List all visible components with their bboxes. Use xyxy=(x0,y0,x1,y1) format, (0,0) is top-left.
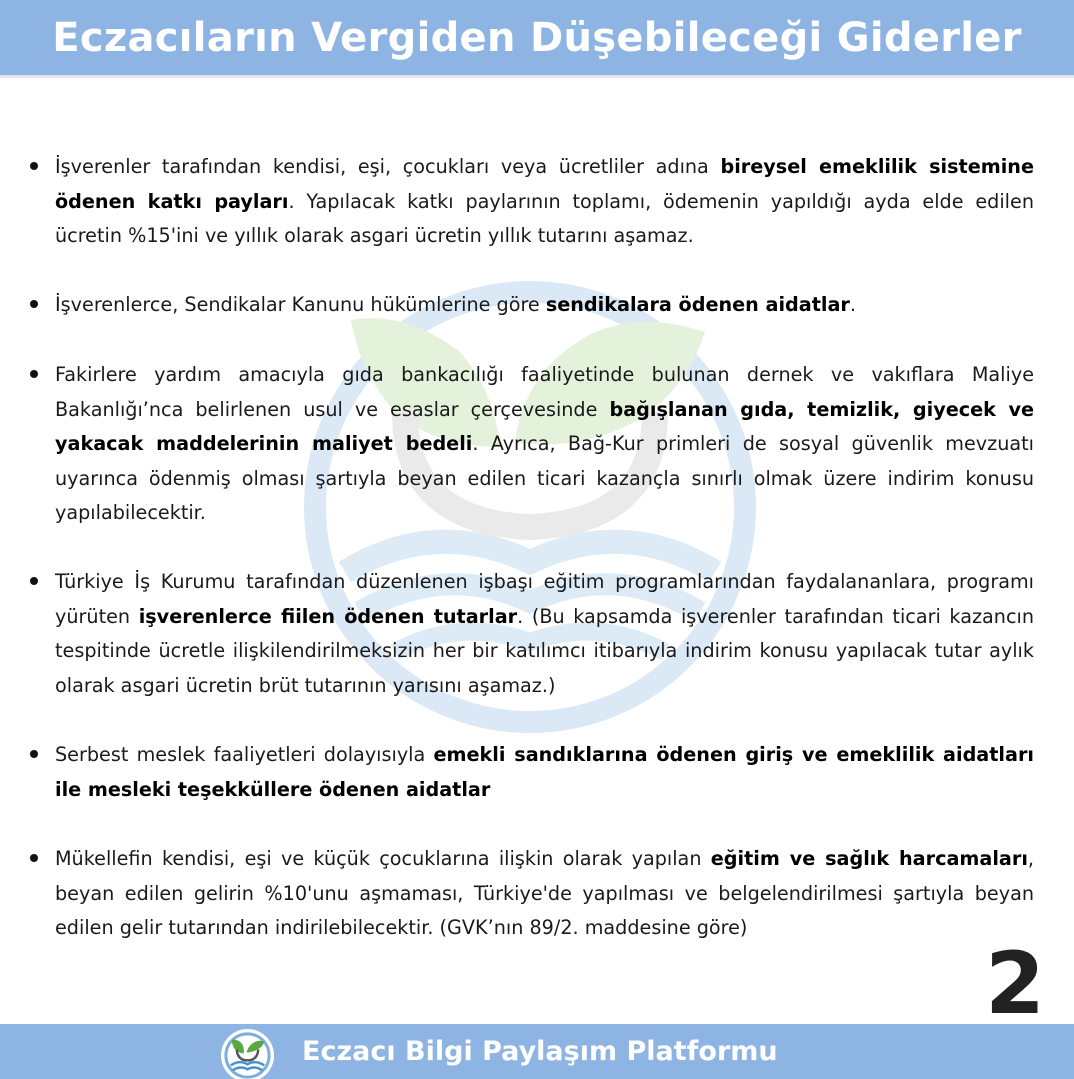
list-item-text: Türkiye İş Kurumu tarafından düzenlenen işbaşı eğitim programlarından faydalananlara, programı yürüten xyxy=(55,570,1034,628)
list-item-highlight: işverenlerce fiilen ödenen tutarlar xyxy=(138,604,518,628)
list-item-highlight: bireysel emeklilik sistemine ödenen katkı payları xyxy=(55,155,1034,213)
bullet-dot xyxy=(30,300,38,308)
list-item-text: . (Bu kapsamda işverenler tarafından ticari kazancın tespitinde ücretle ilişkilendirilmeksizin her bir katılımcı itibarıyla indirim konusu yapılacak tutar aylık olarak asgari ücretin brüt tutarının yarısını aşamaz.) xyxy=(55,604,1035,697)
bullet-dot xyxy=(30,854,38,862)
list-item-highlight: emekli sandıklarına ödenen giriş ve emeklilik aidatları ile mesleki teşekküllere ödenen aidatlar xyxy=(55,743,1034,801)
list-item-highlight: sendikalara ödenen aidatlar xyxy=(545,293,850,316)
list-item-text: . Yapılacak katkı paylarının toplamı, ödemenin yapıldığı ayda elde edilen ücretin %15'ini ve yıllık olarak asgari ücretin yıllık tutarını aşamaz. xyxy=(55,189,1034,247)
bullet-dot xyxy=(30,577,38,585)
list-item xyxy=(55,565,1034,703)
page-number: 2 xyxy=(985,934,1045,1034)
list-item xyxy=(55,288,1034,323)
list-item-text: . Ayrıca, Bağ-Kur primleri de sosyal güvenlik mevzuatı uyarınca ödenmiş olması şartıyla beyan edilen ticari kazançla sınırlı olmak üzere indirim konusu yapılabilecektir. xyxy=(55,432,1034,524)
list-item-text: İşverenlerce, Sendikalar Kanunu hükümlerine göre xyxy=(55,293,546,316)
list-item xyxy=(55,842,1034,946)
list-item-text: Fakirlere yardım amacıyla gıda bankacılığı faaliyetinde bulunan dernek ve vakıflara Maliye Bakanlığı’nca belirlenen usul ve esaslar çerçevesinde xyxy=(55,363,1034,421)
bullet-dot xyxy=(30,370,38,378)
list-item-text: Mükellefin kendisi, eşi ve küçük çocuklarına ilişkin olarak yapılan xyxy=(55,847,711,870)
page-title: Eczacıların Vergiden Düşebileceği Giderler xyxy=(52,15,1022,61)
bullet-dot xyxy=(30,750,38,758)
list-item-text: , beyan edilen gelirin %10'unu aşmaması, Türkiye'de yapılması ve belgelendirilmesi şartıyla beyan edilen gelir tutarından indirilebilecektir. (GVK’nın 89/2. maddesine göre) xyxy=(55,847,1035,939)
list-item xyxy=(55,738,1034,807)
list-item-text: Serbest meslek faaliyetleri dolayısıyla xyxy=(55,743,434,766)
list-item-highlight: eğitim ve sağlık harcamaları xyxy=(710,847,1028,870)
footer-platform-name: Eczacı Bilgi Paylaşım Platformu xyxy=(302,1036,778,1067)
list-item xyxy=(55,150,1034,254)
list-item-text: . xyxy=(849,293,856,316)
list-item xyxy=(55,358,1034,531)
list-item-highlight: bağışlanan gıda, temizlik, giyecek ve yakacak maddelerinin maliyet bedeli xyxy=(55,397,1034,455)
list-item-text: İşverenler tarafından kendisi, eşi, çocukları veya ücretliler adına xyxy=(55,155,721,178)
bullet-dot xyxy=(30,162,38,170)
